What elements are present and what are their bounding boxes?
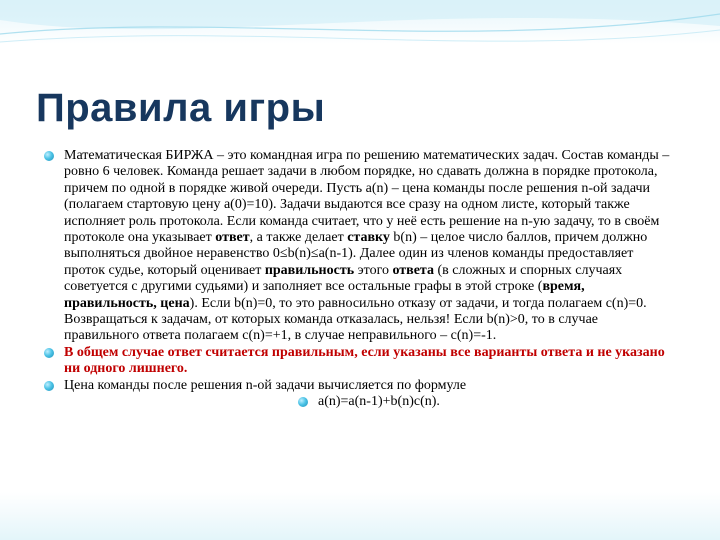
- price-formula: a(n)=a(n-1)+b(n)c(n).: [318, 394, 440, 410]
- emphasis-answer: ответ: [215, 230, 250, 246]
- emphasis-stake: ставку: [347, 230, 390, 246]
- rules-text: Математическая БИРЖА – это командная игра по решению математических задач. Состав команды – ровно 6 человек. Команда решает задачи в любом порядке, но сдавать должна в порядке протокола, причем по одной в порядке живой очереди. Пусть a(n) – цена команды после решения n-ой задачи (полагаем стартовую цену a(0)=10). Задачи выдаются все сразу на одном листе, который также исполняет роль протокола. Если команда считает, что у неё есть решение на n-ую задачу, то в своём протоколе она указывает: [64, 148, 670, 246]
- rules-text: , а также делает: [249, 230, 348, 246]
- rules-text: этого: [354, 262, 393, 278]
- bullet-icon: [44, 348, 54, 358]
- price-rule: Цена команды после решения n-ой задачи вычисляется по формуле: [64, 377, 467, 393]
- rules-text: ). Если b(n)=0, то это равносильно отказу от задачи, и тогда полагаем c(n)=0. Возвращаться к задачам, от которых команда отказалась, нельзя! Если b(n)>0, то в случае правильного ответа полагаем c(n)=+1, в случае неправильного – c(n)=-1.: [64, 295, 647, 344]
- slide-title: Правила игры: [36, 86, 326, 130]
- decorative-swoosh: [0, 0, 720, 60]
- footer-band: [0, 492, 720, 540]
- rules-list: [44, 148, 674, 411]
- emphasis-correctness: правильность: [264, 262, 355, 278]
- bullet-icon: [298, 397, 308, 407]
- rules-text: b(n) – целое число баллов, причем должно выполняться двойное неравенство 0≤b(n)≤a(n-1). Далее один из членов команды предоставляет проток судье, который оценивает: [64, 230, 648, 278]
- list-item: [44, 378, 674, 394]
- emphasis-columns: время, правильность, цена: [64, 279, 585, 311]
- correct-answer-rule: В общем случае ответ считается правильным, если указаны все варианты ответа и не указано ни одного лишнего.: [64, 344, 665, 377]
- list-item: [44, 345, 674, 378]
- list-item: [298, 394, 678, 410]
- emphasis-answer-2: ответа: [392, 262, 434, 278]
- list-item: [44, 148, 674, 345]
- rules-text: (в сложных и спорных случаях советуется с другими судьями) и заполняет все остальные графы в этой строке (: [64, 262, 623, 295]
- bullet-icon: [44, 151, 54, 161]
- bullet-icon: [44, 381, 54, 391]
